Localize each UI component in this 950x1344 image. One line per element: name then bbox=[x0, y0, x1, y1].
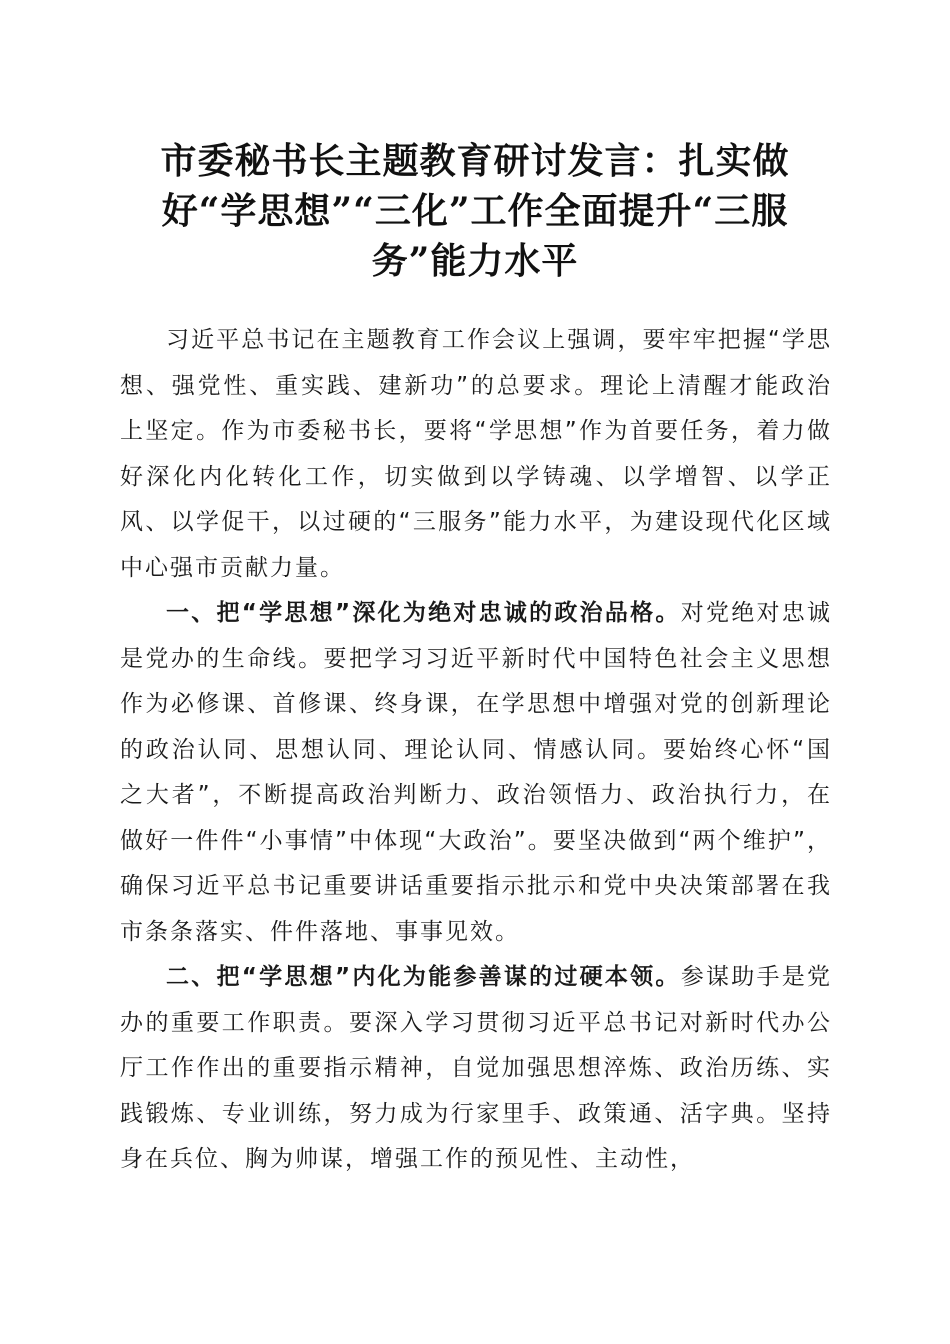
paragraph-intro bbox=[120, 318, 832, 591]
section-heading: 一、把“学思想”深化为绝对忠诚的政治品格。 bbox=[166, 600, 681, 626]
paragraph-text: 对党绝对忠诚是党办的生命线。要把学习习近平新时代中国特色社会主义思想作为必修课、首修课、终身课，在学思想中增强对党的创新理论的政治认同、思想认同、理论认同、情感认同。要始终心怀“国之大者”，不断提高政治判断力、政治领悟力、政治执行力，在做好一件件“小事情”中体现“大政治”。要坚决做到“两个维护”，确保习近平总书记重要讲话重要指示批示和党中央决策部署在我市条条落实、件件落地、事事见效。 bbox=[120, 600, 833, 945]
paragraph-text: 参谋助手是党办的重要工作职责。要深入学习贯彻习近平总书记对新时代办公厅工作作出的重要指示精神，自觉加强思想淬炼、政治历练、实践锻炼、专业训练，努力成为行家里手、政策通、活字典。坚持身在兵位、胸为帅谋，增强工作的预见性、主动性， bbox=[120, 964, 833, 1172]
document-body bbox=[120, 318, 832, 1183]
paragraph-section-1 bbox=[120, 591, 832, 955]
document-title: 市委秘书长主题教育研讨发言：扎实做好“学思想”“三化”工作全面提升“三服务”能力水平 bbox=[160, 140, 790, 282]
paragraph-text: 习近平总书记在主题教育工作会议上强调，要牢牢把握“学思想、强党性、重实践、建新功”的总要求。理论上清醒才能政治上坚定。作为市委秘书长，要将“学思想”作为首要任务，着力做好深化内化转化工作，切实做到以学铸魂、以学增智、以学正风、以学促干，以过硬的“三服务”能力水平，为建设现代化区域中心强市贡献力量。 bbox=[120, 327, 832, 581]
paragraph-section-2 bbox=[120, 955, 832, 1183]
section-heading: 二、把“学思想”内化为能参善谋的过硬本领。 bbox=[166, 964, 681, 990]
